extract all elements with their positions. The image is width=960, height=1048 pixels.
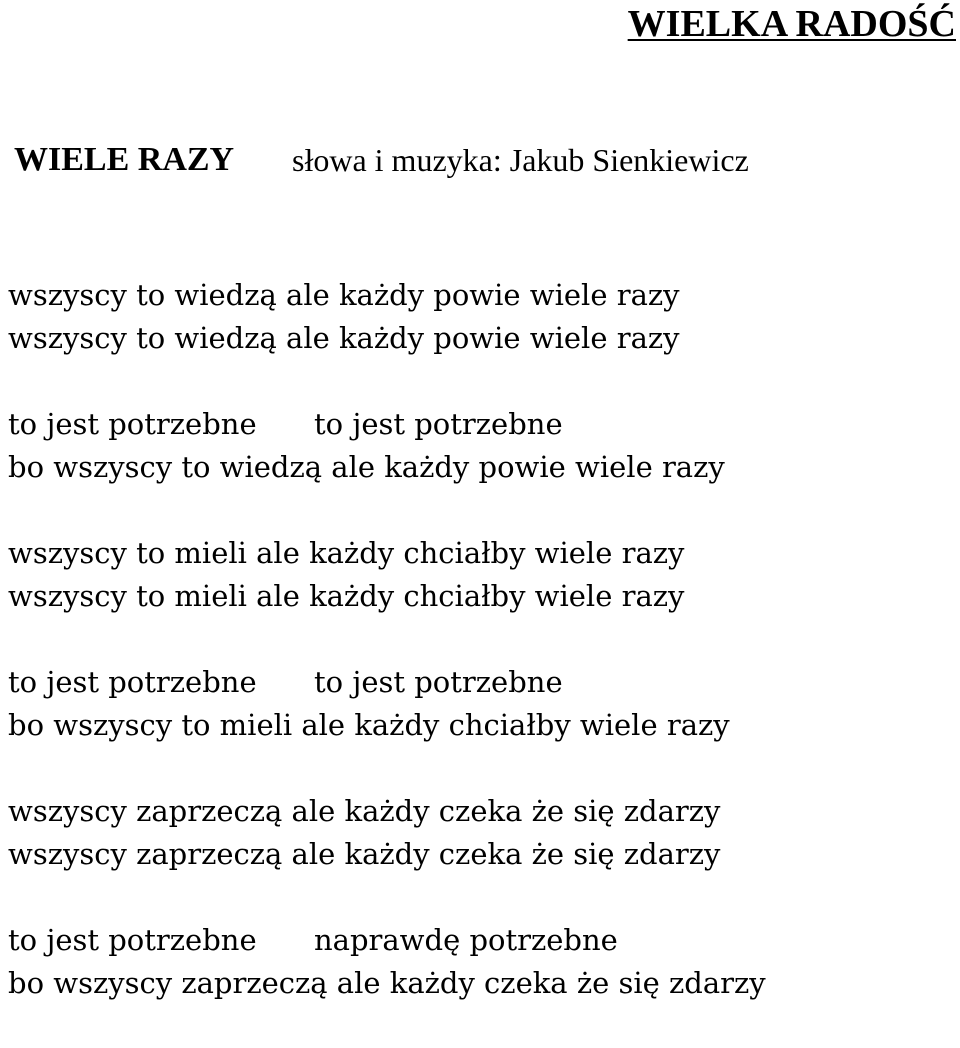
song-title: WIELE RAZY	[14, 141, 235, 178]
stanza	[8, 532, 953, 618]
stanza	[8, 274, 953, 360]
lyric-line: to jest potrzebne naprawdę potrzebne	[8, 923, 618, 957]
lyric-line: to jest potrzebne to jest potrzebne	[8, 407, 563, 441]
lyric-line: to jest potrzebne to jest potrzebne	[8, 665, 563, 699]
lyric-line: bo wszyscy zaprzeczą ale każdy czeka że się zdarzy	[8, 966, 766, 1000]
lyric-line: wszyscy to wiedzą ale każdy powie wiele razy	[8, 278, 680, 312]
stanza	[8, 790, 953, 876]
lyrics	[8, 274, 953, 1048]
stanza	[8, 403, 953, 489]
lyric-line: wszyscy zaprzeczą ale każdy czeka że się zdarzy	[8, 837, 721, 871]
lyric-line: bo wszyscy to mieli ale każdy chciałby wiele razy	[8, 708, 730, 742]
stanza	[8, 661, 953, 747]
lyric-line: bo wszyscy to wiedzą ale każdy powie wiele razy	[8, 450, 725, 484]
lyric-line: wszyscy zaprzeczą ale każdy czeka że się zdarzy	[8, 794, 721, 828]
lyric-line: wszyscy to mieli ale każdy chciałby wiele razy	[8, 579, 685, 613]
lyric-line: wszyscy to wiedzą ale każdy powie wiele razy	[8, 321, 680, 355]
stanza	[8, 919, 953, 1005]
song-credits: słowa i muzyka: Jakub Sienkiewicz	[292, 142, 749, 178]
album-title: WIELKA RADOŚĆ	[627, 3, 956, 45]
lyric-line: wszyscy to mieli ale każdy chciałby wiele razy	[8, 536, 685, 570]
